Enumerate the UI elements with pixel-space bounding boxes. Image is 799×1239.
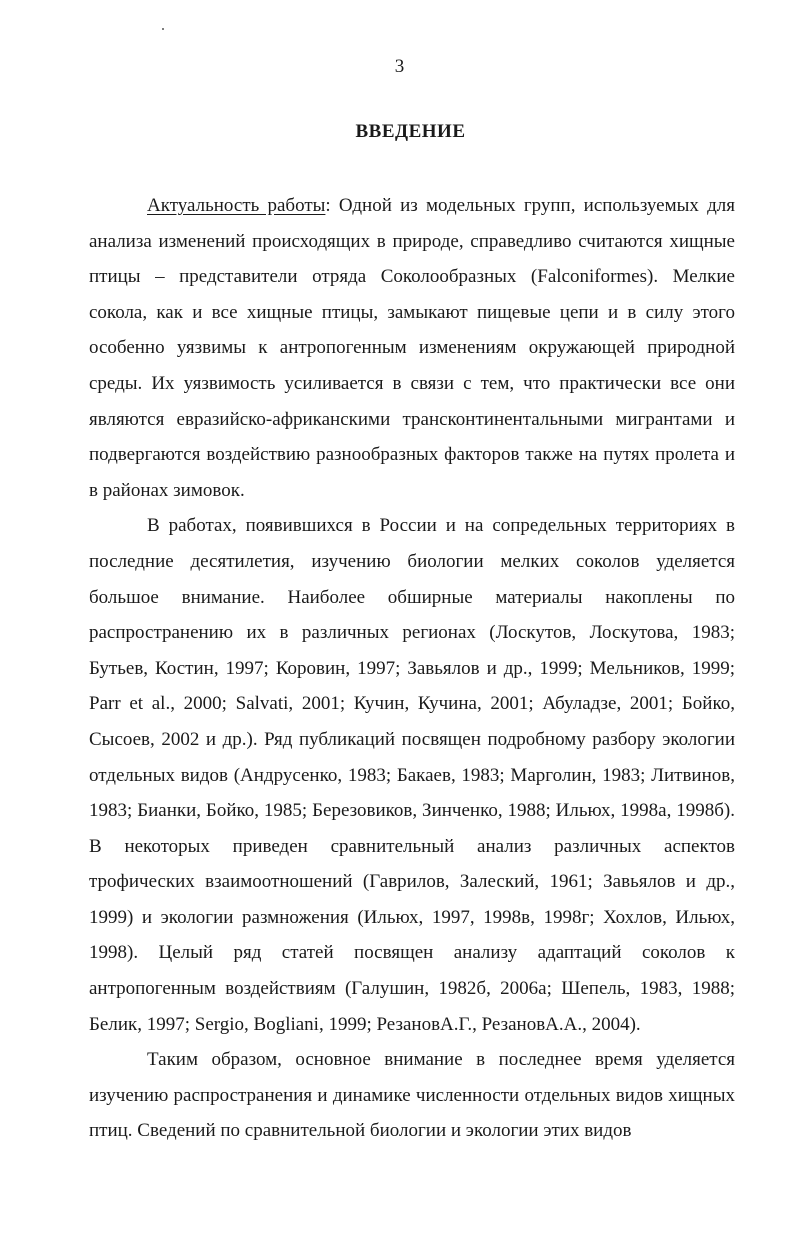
paragraph-conclusion: Таким образом, основное внимание в последнее время уделяется изучению распространения и динамике численности отдельных видов хищных птиц. Сведений по сравнительной биологии и экологии этих видов — [89, 1049, 735, 1142]
paragraph-text: : Одной из модельных групп, используемых для анализа изменений происходящих в природе, справедливо считаются хищные птицы – представители отряда Соколообразных (Falconiformes). Мелкие сокола, как и все хищные птицы, замыкают пищевые цепи и в силу этого особенно уязвимы к антропогенным изменениям окружающей природной среды. Их уязвимость усиливается в связи с тем, что практически все они являются евразийско-африканскими трансконтинентальными мигрантами и подвергаются воздействию разнообразных факторов также на путях пролета и в районах зимовок. — [89, 195, 735, 501]
paragraph-relevance — [89, 188, 735, 508]
body-text — [89, 188, 735, 1149]
relevance-label: Актуальность работы — [147, 195, 326, 216]
scan-speck — [162, 28, 164, 30]
page-number: 3 — [394, 56, 405, 77]
section-heading: ВВЕДЕНИЕ — [355, 121, 466, 142]
paragraph-literature-review: В работах, появившихся в России и на сопредельных территориях в последние десятилетия, изучению биологии мелких соколов уделяется большое внимание. Наиболее обширные материалы накоплены по распространению их в различных регионах (Лоскутов, Лоскутова, 1983; Бутьев, Костин, 1997; Коровин, 1997; Завьялов и др., 1999; Мельников, 1999; Parr et al., 2000; Salvati, 2001; Кучин, Кучина, 2001; Абуладзе, 2001; Бойко, Сысоев, 2002 и др.). Ряд публикаций посвящен подробному разбору экологии отдельных видов (Андрусенко, 1983; Бакаев, 1983; Марголин, 1983; Литвинов, 1983; Бианки, Бойко, 1985; Березовиков, Зинченко, 1988; Ильюх, 1998а, 1998б). В некоторых приведен сравнительный анализ различных аспектов трофических взаимоотношений (Гаврилов, Залеский, 1961; Завьялов и др., 1999) и экологии размножения (Ильюх, 1997, 1998в, 1998г; Хохлов, Ильюх, 1998). Целый ряд статей посвящен анализу адаптаций соколов к антропогенным воздействиям (Галушин, 1982б, 2006а; Шепель, 1983, 1988; Белик, 1997; Sergio, Bogliani, 1999; РезановА.Г., РезановА.А., 2004). — [89, 515, 735, 1035]
